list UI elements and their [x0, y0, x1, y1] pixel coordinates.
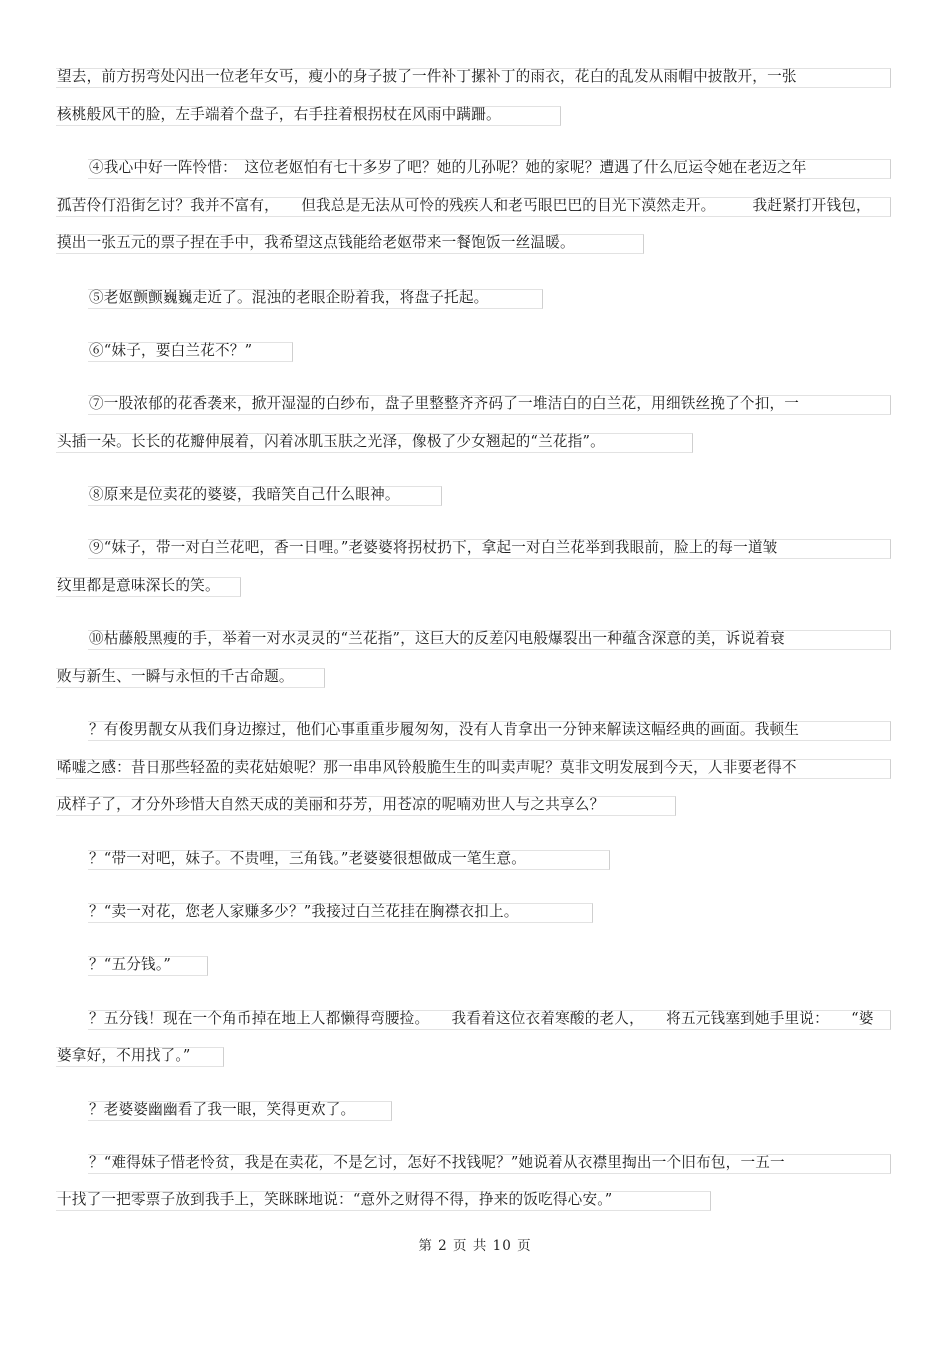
text-line: ⑦一股浓郁的花香袭来，掀开湿湿的白纱布，盘子里整整齐齐码了一堆洁白的白兰花，用细铁丝挽了个扣，一: [89, 395, 800, 412]
text-line: 摸出一张五元的票子捏在手中，我希望这点钱能给老妪带来一餐饱饭一丝温暖。: [57, 234, 575, 251]
text-line: ⑧原来是位卖花的婆婆，我暗笑自己什么眼神。: [89, 486, 400, 503]
text-line: ？有俊男靓女从我们身边擦过，他们心事重重步履匆匆，没有人肯拿出一分钟来解读这幅经典的画面。我顿生: [89, 721, 800, 738]
text-line: ⑩枯藤般黑瘦的手，举着一对水灵灵的“兰花指”，这巨大的反差闪电般爆裂出一种蕴含深意的美，诉说着衰: [89, 630, 785, 647]
text-line: 成样子了，才分外珍惜大自然天成的美丽和芬芳，用苍凉的呢喃劝世人与之共享么？: [57, 796, 605, 813]
text-line: ⑨“妹子，带一对白兰花吧，香一日哩。”老婆婆将拐杖扔下，拿起一对白兰花举到我眼前，脸上的每一道皱: [89, 539, 778, 556]
text-line: ⑥“妹子，要白兰花不？”: [89, 342, 253, 359]
text-line: ？“带一对吧，妹子。不贵哩，三角钱。”老婆婆很想做成一笔生意。: [89, 850, 527, 867]
text-line: 纹里都是意味深长的笑。: [57, 577, 220, 594]
text-line: ⑤老妪颤颤巍巍走近了。混浊的老眼企盼着我，将盘子托起。: [89, 289, 489, 306]
text-line: ？五分钱！现在一个角币掉在地上人都懒得弯腰捡。 我看着这位衣着寒酸的老人， 将五元钱塞到她手里说： “婆: [89, 1010, 874, 1027]
text-line: 唏嘘之感：昔日那些轻盈的卖花姑娘呢？那一串串风铃般脆生生的叫卖声呢？莫非文明发展到今天，人非要老得不: [57, 759, 797, 776]
text-line: 孤苦伶仃沿街乞讨？我并不富有， 但我总是无法从可怜的残疾人和老丐眼巴巴的目光下漠然走开。 我赶紧打开钱包，: [57, 197, 871, 214]
text-line: ？“卖一对花，您老人家赚多少？”我接过白兰花挂在胸襟衣扣上。: [89, 903, 519, 920]
page-number: 第 2 页 共 10 页: [418, 1238, 532, 1254]
text-line: 婆拿好，不用找了。”: [57, 1047, 191, 1064]
text-line: 败与新生、一瞬与永恒的千古命题。: [57, 668, 294, 685]
text-line: 望去，前方拐弯处闪出一位老年女丐，瘦小的身子披了一件补丁摞补丁的雨衣，花白的乱发从雨帽中披散开，一张: [57, 68, 797, 85]
text-line: ④我心中好一阵怜惜： 这位老妪怕有七十多岁了吧？她的儿孙呢？她的家呢？遭遇了什么厄运令她在老迈之年: [89, 159, 807, 176]
text-line: 核桃般风干的脸，左手端着个盘子，右手拄着根拐杖在风雨中蹒跚。: [57, 106, 501, 123]
text-line: ？老婆婆幽幽看了我一眼，笑得更欢了。: [89, 1101, 356, 1118]
text-line: 十找了一把零票子放到我手上，笑眯眯地说：“意外之财得不得，挣来的饭吃得心安。”: [57, 1191, 613, 1208]
text-line: ？“难得妹子惜老怜贫，我是在卖花，不是乞讨，怎好不找钱呢？”她说着从衣襟里掏出一个旧布包，一五一: [89, 1154, 785, 1171]
text-line: 头插一朵。长长的花瓣伸展着，闪着冰肌玉肤之光泽，像极了少女翘起的“兰花指”。: [57, 433, 605, 450]
text-line: ？“五分钱。”: [89, 956, 171, 973]
